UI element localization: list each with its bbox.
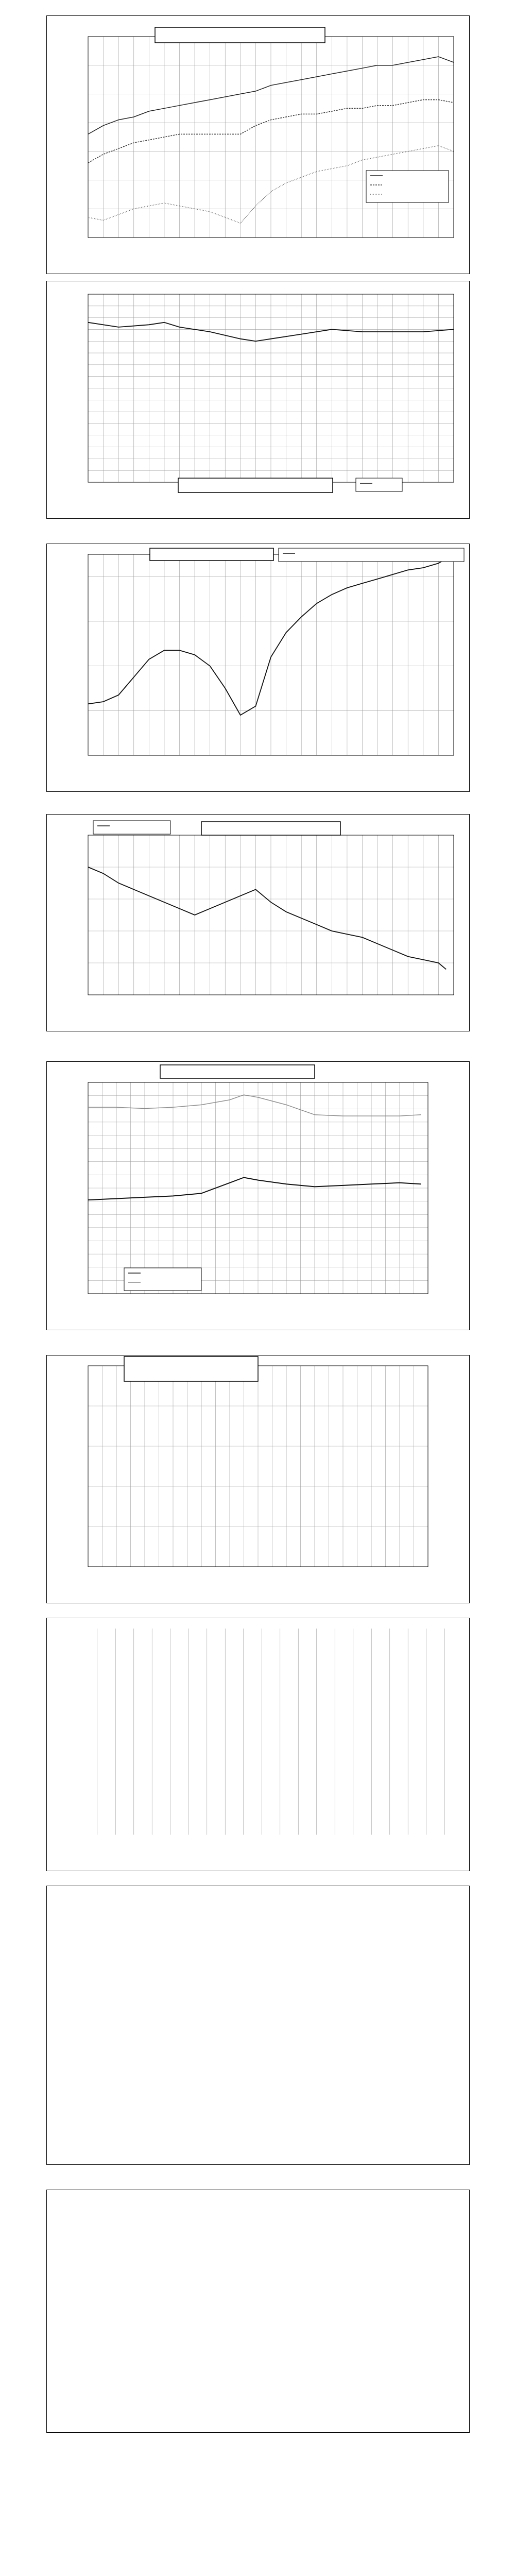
sunshine-chart-panel [46, 1618, 470, 1871]
title-box [155, 27, 325, 43]
pressure-chart-panel [46, 814, 470, 1031]
humidity-chart-panel [46, 281, 470, 519]
title-box [150, 548, 273, 561]
title-box [124, 1357, 258, 1381]
mixing-ratio-chart-panel [46, 544, 470, 792]
series-line-0 [88, 1178, 421, 1200]
series-line-0 [88, 867, 446, 969]
title-box [160, 1065, 315, 1078]
series-line-1 [88, 1095, 421, 1116]
legend-box [93, 821, 170, 834]
title-box [201, 822, 340, 835]
legend-box [124, 1268, 201, 1291]
grass-temperature-chart-panel [46, 1061, 470, 1330]
title-box [178, 478, 333, 493]
wind-speed-chart-panel [46, 2190, 470, 2433]
wind-direction-chart-panel [46, 1886, 470, 2165]
temperature-chart-panel [46, 15, 470, 274]
rainfall-chart-panel [46, 1355, 470, 1603]
legend-box [356, 478, 402, 492]
legend-box [279, 548, 464, 562]
